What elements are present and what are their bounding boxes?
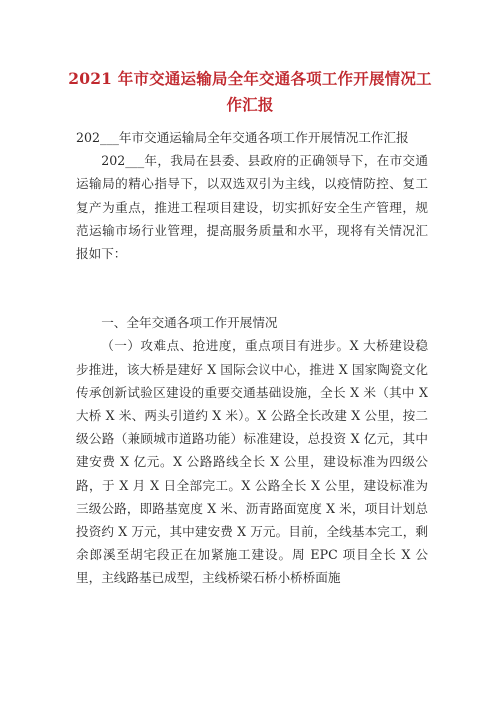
- document-body: [76, 126, 428, 590]
- document-subtitle: 202___年市交通运输局全年交通各项工作开展情况工作汇报: [76, 130, 409, 145]
- document-title: [60, 66, 440, 118]
- paragraph-gap: [76, 265, 428, 311]
- section-heading: 一、全年交通各项工作开展情况: [101, 315, 278, 331]
- title-line-2: 作汇报: [226, 95, 274, 114]
- title-line-1: 2021 年市交通运输局全年交通各项工作开展情况工: [68, 69, 432, 88]
- section-paragraph: （一）攻难点、抢进度，重点项目有进步。X 大桥建设稳步推进，该大桥是建好 X 国际会议中心，推进 X 国家陶瓷文化传承创新试验区建设的重要交通基础设施，全长 X 米（其中 X 大桥 X 米、两头引道约 X 米）。X 公路全长改建 X 公里，按二级公路（兼顾城市道路功能）标准建设，总投资 X 亿元，其中建安费 X 亿元。X 公路路线全长 X 公里，建设标准为四级公路，于 X 月 X 日全部完工。X 公路全长 X 公里，建设标准为三级公路，即路基宽度 X 米、沥青路面宽度 X 米，项目计划总投资约 X 万元，其中建安费 X 万元。目前，全线基本完工，剩余郎溪至胡宅段正在加紧施工建设。周 EPC 项目全长 X 公里，主线路基已成型，主线桥梁石桥小桥桥面施: [76, 338, 428, 586]
- intro-paragraph: 202___年，我局在县委、县政府的正确领导下，在市交通运输局的精心指导下，以双选双引为主线，以疫情防控、复工复产为重点，推进工程项目建设，切实抓好安全生产管理，规范运输市场行业管理，提高服务质量和水平，现将有关情况汇报如下：: [76, 153, 428, 262]
